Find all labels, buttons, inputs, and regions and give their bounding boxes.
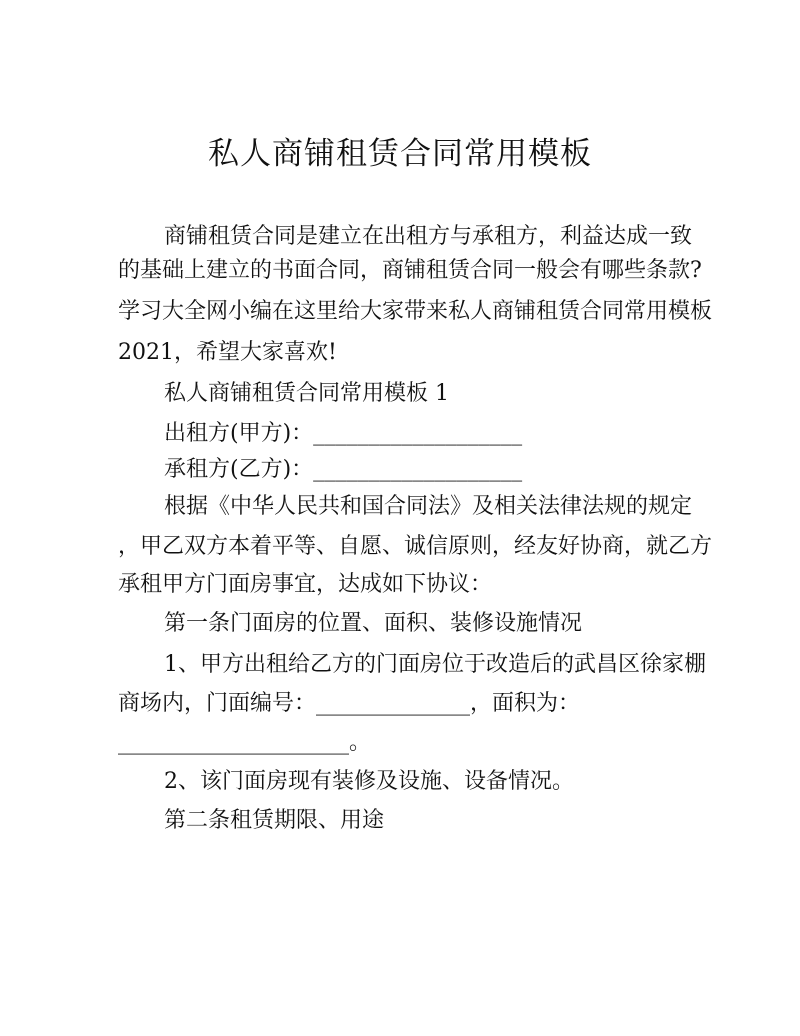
paragraph-line: 商铺租赁合同是建立在出租方与承租方，利益达成一致 — [164, 224, 693, 249]
clause-heading: 第一条门面房的位置、面积、装修设施情况 — [164, 611, 583, 636]
paragraph-line: 的基础上建立的书面合同，商铺租赁合同一般会有哪些条款? — [118, 258, 702, 283]
paragraph-line: 2、该门面房现有装修及设施、设备情况。 — [164, 769, 574, 794]
clause-heading: 第二条租赁期限、用途 — [164, 808, 385, 833]
paragraph-line: 根据《中华人民共和国合同法》及相关法律法规的规定 — [164, 494, 693, 519]
document-title: 私人商铺租赁合同常用模板 — [208, 136, 592, 172]
paragraph-line: 2021，希望大家喜欢! — [118, 340, 337, 365]
lessee-field: 承租方(乙方)：___________________ — [164, 457, 523, 482]
paragraph-line: 承租甲方门面房事宜，达成如下协议： — [118, 572, 493, 597]
paragraph-line: ，甲乙双方本着平等、自愿、诚信原则，经友好协商，就乙方 — [118, 534, 713, 559]
paragraph-line: 1、甲方出租给乙方的门面房位于改造后的武昌区徐家棚 — [164, 652, 706, 677]
section-heading: 私人商铺租赁合同常用模板 1 — [164, 381, 449, 406]
blank-line: _____________________。 — [118, 730, 372, 755]
paragraph-line: 学习大全网小编在这里给大家带来私人商铺租赁合同常用模板 — [118, 299, 713, 324]
lessor-field: 出租方(甲方)：___________________ — [164, 421, 523, 446]
paragraph-line: 商场内，门面编号：______________，面积为： — [118, 691, 581, 716]
